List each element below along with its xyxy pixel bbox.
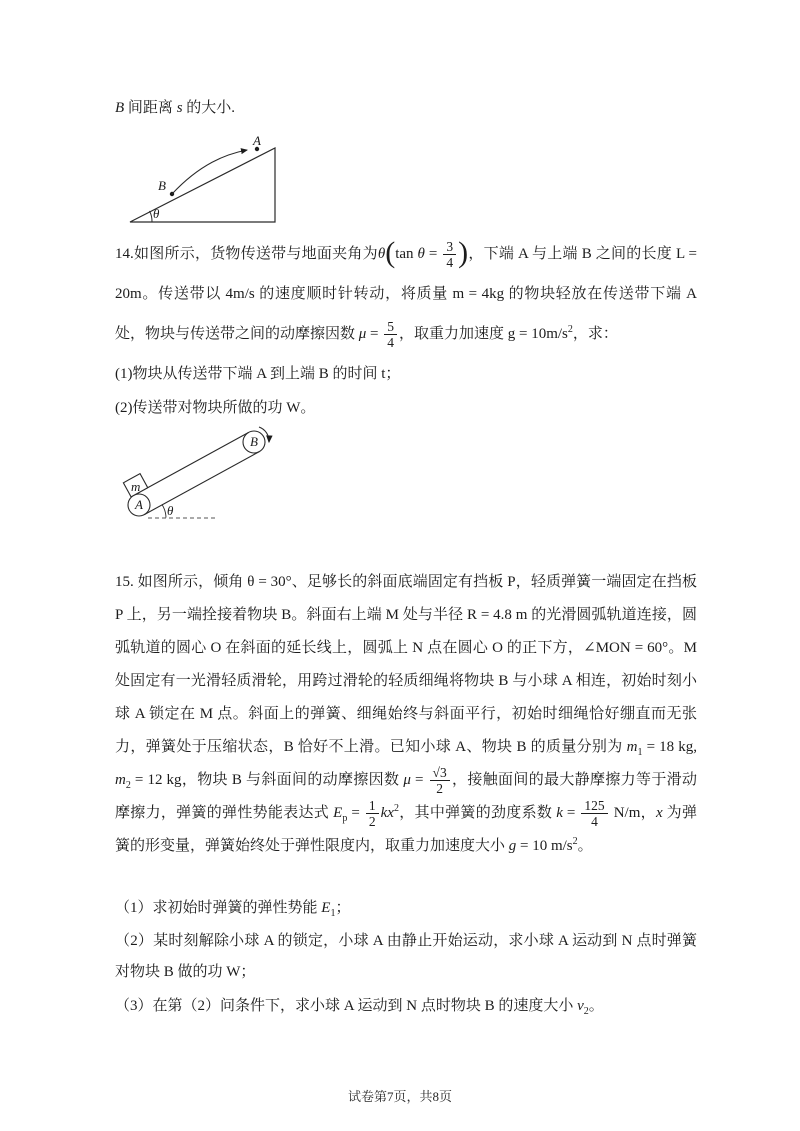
figure-incline-q13	[122, 136, 292, 231]
q15-var-e1: E	[321, 900, 331, 916]
question-14-body	[115, 234, 697, 354]
q15-var-x: x	[655, 805, 663, 821]
intro-var-b: B	[115, 100, 125, 116]
q14-text-b: ，下端 A 与上端 B 之间的长度 L = 20m。传送带以 4m/s 的速度顺时针转动，将质量 m = 4kg 的物块轻放在传送带下端 A 处，物块与传送带之间的动摩擦因数	[115, 246, 698, 342]
block-m-label: m	[131, 479, 141, 494]
belt-upper-edge	[134, 432, 249, 495]
q15-k-eq: =	[562, 805, 580, 821]
intro-line	[115, 96, 235, 120]
fraction-numerator: 3	[443, 239, 456, 256]
point-a-label: A	[253, 136, 261, 148]
angle-arc	[150, 211, 153, 222]
fraction-numerator: √3	[430, 765, 450, 782]
q15-var-mu: μ	[403, 772, 411, 788]
figure-conveyor-q14	[112, 423, 302, 535]
roller-b-label: B	[250, 434, 258, 449]
q15-subquestion-2: （2）某时刻解除小球 A 的锁定，小球 A 由静止开始运动，求小球 A 运动到 N 点时弹簧对物块 B 做的功 W；	[115, 933, 697, 980]
q14-tan-theta: θ	[417, 246, 425, 262]
q15-text-1: = 18 kg,	[642, 739, 697, 755]
q15-text-7: = 10 m/s	[516, 838, 573, 854]
fraction-denominator: 4	[387, 335, 395, 351]
q15-mu-eq: =	[410, 772, 428, 788]
intro-text-2: 的大小.	[182, 100, 236, 116]
incline-triangle	[130, 148, 275, 222]
q15-var-g: g	[508, 838, 517, 854]
q15-var-m2: m	[115, 772, 126, 788]
q14-text-a: 14.如图所示，货物传送带与地面夹角为	[115, 246, 378, 262]
q14-var-theta: θ	[377, 246, 386, 262]
q15-sub-2: 2	[125, 780, 131, 791]
q15-sub-p: p	[342, 813, 348, 824]
q14-text-d: ，求：	[572, 326, 618, 342]
point-b-label: B	[158, 178, 166, 193]
q15-var-ep: E	[333, 805, 343, 821]
q15-fraction-half	[366, 798, 379, 830]
q15-sup-2b: 2	[572, 836, 578, 847]
q14-superscript-2: 2	[567, 324, 573, 335]
q14-subquestion-2: (2)传送带对物块所做的功 W。	[115, 400, 316, 416]
q14-fraction-mu	[384, 319, 397, 351]
fraction-numerator: 5	[384, 319, 397, 336]
q15-subquestion-1	[115, 896, 350, 920]
fraction-numerator: 125	[581, 798, 607, 815]
q15-text-a: 15. 如图所示，倾角 θ = 30°、足够长的斜面底端固定有挡板 P，轻质弹簧一端固定在挡板 P 上，另一端拴接着物块 B。斜面右上端 M 处与半径 R = 4.8 m 的光滑圆弧轨道连接，圆弧轨道的圆心 O 在斜面的延长线上，圆弧上 N 点在圆心 O 的正下方，∠MON = 60°。M 处固定有一光滑轻质滑轮，用跨过滑轮的轻质细绳将物块 B 与小球 A 相连，初始时刻小球 A 锁定在 M 点。斜面上的弹簧、细绳始终与斜面平行，初始时细绳恰好绷直而无张力，弹簧处于压缩状态，B 恰好不上滑。已知小球 A、物块 B 的质量分别为	[115, 574, 697, 755]
q14-paren-open: (	[385, 235, 396, 269]
q15-item3-text-a: （3）在第（2）问条件下，求小球 A 运动到 N 点时物块 B 的速度大小	[115, 998, 578, 1014]
q14-subquestion-1: (1)物块从传送带下端 A 到上端 B 的时间 t；	[115, 366, 401, 382]
q15-var-m1: m	[626, 739, 638, 755]
q15-var-k: k	[556, 805, 563, 821]
q15-sub-1: 1	[637, 747, 643, 758]
q15-ep-eq: =	[347, 805, 364, 821]
fraction-denominator: 2	[436, 781, 443, 797]
q15-item1-text-a: （1）求初始时弹簧的弹性势能	[115, 900, 322, 916]
roller-a-label: A	[135, 497, 143, 512]
q15-var-kx: kx	[380, 805, 394, 821]
angle-theta-label: θ	[153, 206, 160, 221]
fraction-denominator: 2	[368, 814, 376, 830]
q14-mu-eq: =	[366, 326, 383, 342]
intro-var-s: s	[176, 100, 183, 116]
q15-sub-1b: 1	[330, 908, 336, 919]
q15-text-4: ，其中弹簧的劲度系数	[398, 805, 557, 821]
q15-text-5: N/m，	[609, 805, 656, 821]
q14-fraction-tan	[443, 239, 456, 271]
q14-text-c: ，取重力加速度 g = 10m/s	[399, 326, 568, 342]
q15-sub-v2: 2	[583, 1006, 589, 1017]
fraction-denominator: 4	[446, 255, 454, 271]
fraction-numerator: 1	[366, 798, 379, 815]
path-curve-arrow	[172, 150, 247, 194]
q15-item3-text-b: 。	[588, 998, 604, 1014]
fraction-denominator: 4	[591, 814, 598, 830]
belt-lower-edge	[144, 452, 259, 515]
q15-fraction-mu	[430, 765, 450, 797]
angle-arc	[162, 505, 166, 518]
q15-fraction-k	[581, 798, 607, 830]
q15-text-3: ，接触面间的最大静摩擦力等于滑动摩擦力，弹簧的弹性势能表达式	[115, 772, 697, 821]
q14-paren-close: )	[458, 235, 469, 269]
q14-tan-eq: =	[424, 246, 442, 262]
intro-text-1: 间距离	[124, 100, 177, 116]
angle-theta-label: θ	[167, 503, 174, 518]
rotation-arrow	[259, 427, 269, 442]
page-footer: 试卷第7页，共8页	[347, 1089, 452, 1104]
q15-subquestion-3	[115, 994, 604, 1018]
q15-var-v2: v	[577, 998, 584, 1014]
q15-text-8: 。	[577, 838, 593, 854]
q15-text-6: 为弹簧的形变量，弹簧始终处于弹性限度内，取重力加速度大小	[115, 805, 697, 854]
q14-fn-tan: tan	[395, 246, 418, 262]
q15-sup-2: 2	[393, 803, 399, 814]
q14-var-mu: μ	[358, 326, 367, 342]
question-15-body	[115, 566, 697, 863]
q15-item1-text-b: ；	[335, 900, 351, 916]
q15-text-2: = 12 kg，物块 B 与斜面间的动摩擦因数	[130, 772, 404, 788]
